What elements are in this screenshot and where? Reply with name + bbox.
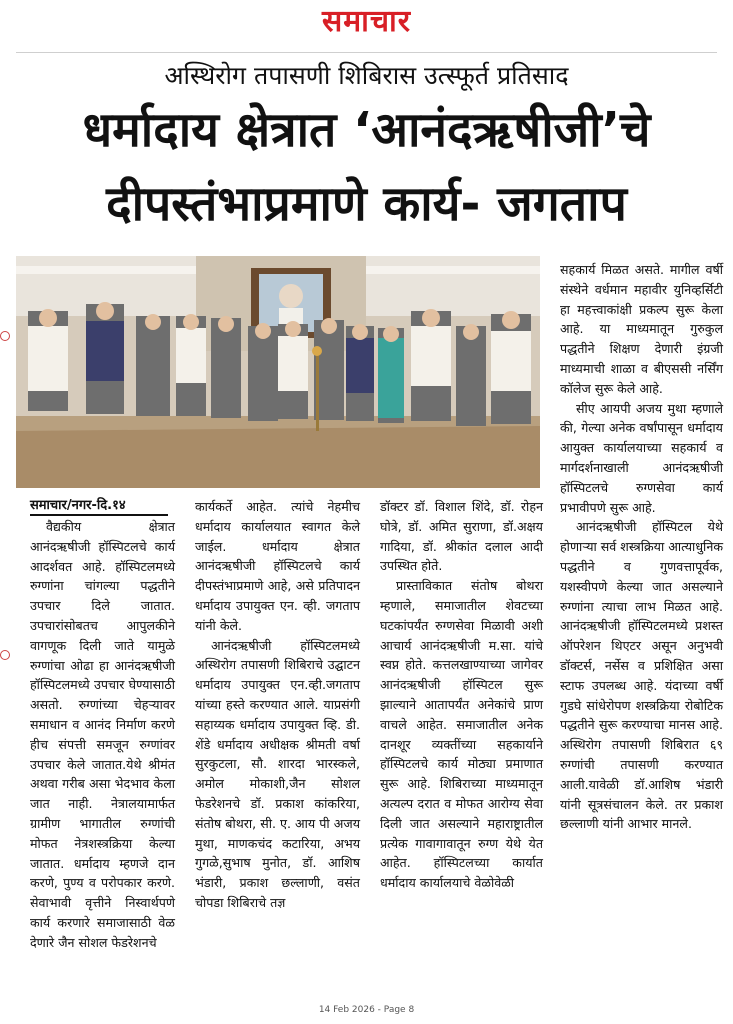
event-photo <box>16 256 540 488</box>
paragraph: डॉक्टर डॉ. विशाल शिंदे, डॉ. रोहन घोत्रे, डॉ. अमित सुराणा, डॉ.अक्षय गादिया, डॉ. श्रीकांत दलाल आदी उपस्थित होते. <box>380 499 543 574</box>
paragraph: कार्यकर्ते आहेत. त्यांचे नेहमीच धर्मादाय कार्यालयात स्वागत केले जाईल. धर्मादाय क्षेत्रात आनंदऋषीजी हॉस्पिटलचे कार्य दीपस्तंभाप्रमाणे आहे, असे प्रतिपादन धर्मादाय उपायुक्त एन. व्ही. जगताप यांनी केले. <box>195 499 360 633</box>
paragraph: प्रास्ताविकात संतोष बोथरा म्हणाले, समाजातील शेवटच्या घटकांपर्यंत रुग्णसेवा मिळावी अशी आचार्य आनंदऋषीजी म.सा. यांचे स्वप्न होते. कत्तलखाण्याच्या जागेवर आनंदऋषीजी हॉस्पिटल सुरू झाल्याने आतापर्यंत अनेकांचे प्राण वाचले आहेत. समाजातील अनेक दानशूर व्यक्तींच्या सहकार्याने हॉस्पिटलचे कार्य मोठ्या प्रमाणात सुरू आहे. शिबिराच्या माध्यमातून अत्यल्प दरात व मोफत आरोग्य सेवा दिली जात असल्याने महाराष्ट्रातील प्रत्येक गावागावातून रुग्ण येथे येत आहेत. हॉस्पिटलच्या कार्यात धर्मादाय कार्यालयाचे वेळोवेळी <box>380 578 543 891</box>
masthead-logo: समाचार <box>321 4 412 39</box>
paragraph: सहकार्य मिळत असते. मागील वर्षी संस्थेने वर्धमान महावीर युनिव्हर्सिटी हा महत्त्वाकांक्षी प्रकल्प सुरू केला आहे. या माध्यमातून गुरुकुल पद्धतीने शिक्षण देणारी इंग्रजी माध्यमाची शाळा व बीएससी नर्सिंग कॉलेज सुरू केले आहे. <box>560 262 723 396</box>
kicker-headline: अस्थिरोग तपासणी शिबिरास उत्स्फूर्त प्रतिसाद <box>164 61 569 90</box>
dateline: समाचार/नगर-दि.१४ <box>30 498 126 513</box>
paragraph: सीए आयपी अजय मुथा म्हणाले की, गेल्या अनेक वर्षांपासून धर्मादाय आयुक्त कार्यालयाच्या सहकार्य व मार्गदर्शनाखाली आनंदऋषीजी हॉस्पिटलचे रुग्णसेवा कार्य प्रभावीपणे सुरू आहे. <box>560 400 723 515</box>
page-edge-mark <box>0 331 10 341</box>
headline-line-2: दीपस्तंभाप्रमाणे कार्य- जगताप <box>106 176 627 232</box>
page-footer: 14 Feb 2026 - Page 8 <box>318 1005 415 1015</box>
article-column-2 <box>195 497 360 913</box>
article-column-4 <box>560 260 723 834</box>
paragraph: आनंदऋषीजी हॉस्पिटल येथे होणाऱ्या सर्व शस्त्रक्रिया आत्याधुनिक पद्धतीने व गुणवत्तापूर्वक, यशस्वीपणे केल्या जात असल्याने रुग्णांना त्याचा लाभ मिळत आहे. आनंदऋषीजी हॉस्पिटलमध्ये प्रशस्त ऑपरेशन थिएटर असून अनुभवी डॉक्टर्स, नर्सेस व प्रशिक्षित असा स्टाफ उपलब्ध आहे. यंदाच्या वर्षी गुडघे सांधेरोपण शस्त्रक्रिया रोबोटिक पद्धतीने सुरू करण्याचा मानस आहे. अस्थिरोग तपासणी शिबिरात ६९ रुग्णांची तपासणी करण्यात आली.यावेळी डॉ.आशिष भंडारी यांनी सूत्रसंचालन केले. तर प्रकाश छल्लाणी यांनी आभार मानले. <box>560 519 723 832</box>
headline-line-1: धर्मादाय क्षेत्रात ‘आनंदऋषीजी’चे <box>82 102 651 158</box>
paragraph: वैद्यकीय क्षेत्रात आनंदऋषीजी हॉस्पिटलचे कार्य आदर्शवत आहे. हॉस्पिटलमध्ये रुग्णांना चांगल्या पद्धतीने उपचार दिले जातात. उपचारांसोबतच आपुलकीने वागणूक दिली जाते यामुळे रुग्णांचा ओढा हा आनंदऋषीजी हॉस्पिटलमध्ये उपचार घेण्यासाठी असतो. रुग्णांच्या चेहऱ्यावर समाधान व आनंद निर्माण करणे हीच संपत्ती समजून रुग्णांवर उपचार केले जातात.येथे श्रीमंत अथवा गरीब असा भेदभाव केला जात नाही. नेत्रालयामार्फत ग्रामीण भागातील रुग्णांची मोफत नेत्रशस्त्रक्रिया केल्या जातात. धर्मादाय म्हणजे दान करणे, पुण्य व परोपकार करणे. सेवाभावी वृत्तीने निस्वार्थपणे कार्य करणारे समाजासाठी वेळ देणारे जैन सोशल फेडरेशनचे <box>30 519 175 950</box>
top-divider <box>16 52 717 53</box>
dateline-underline <box>30 514 168 516</box>
paragraph: आनंदऋषीजी हॉस्पिटलमध्ये अस्थिरोग तपासणी शिबिराचे उद्घाटन धर्मादाय उपायुक्त एन.व्ही.जगताप यांच्या हस्ते करण्यात आले. याप्रसंगी सहाय्यक धर्मादाय उपायुक्त व्हि. डी. शेंडे धर्मादाय अधीक्षक श्रीमती वर्षा सुरकुटला, सौ. शारदा भारस्कले, अमोल मोकाशी,जैन सोशल फेडरेशनचे डॉ. प्रकाश कांकरिया, संतोष बोथरा, सी. ए. आय पी अजय मुथा, माणकचंद कटारिया, अभय गुगळे,सुभाष मुनोत, डॉ. आशिष भंडारी, प्रकाश छल्लाणी, वसंत चोपडा शिबिराचे तज्ञ <box>195 637 360 910</box>
article-column-3 <box>380 497 543 893</box>
article-column-1 <box>30 517 175 953</box>
page-edge-mark <box>0 650 10 660</box>
